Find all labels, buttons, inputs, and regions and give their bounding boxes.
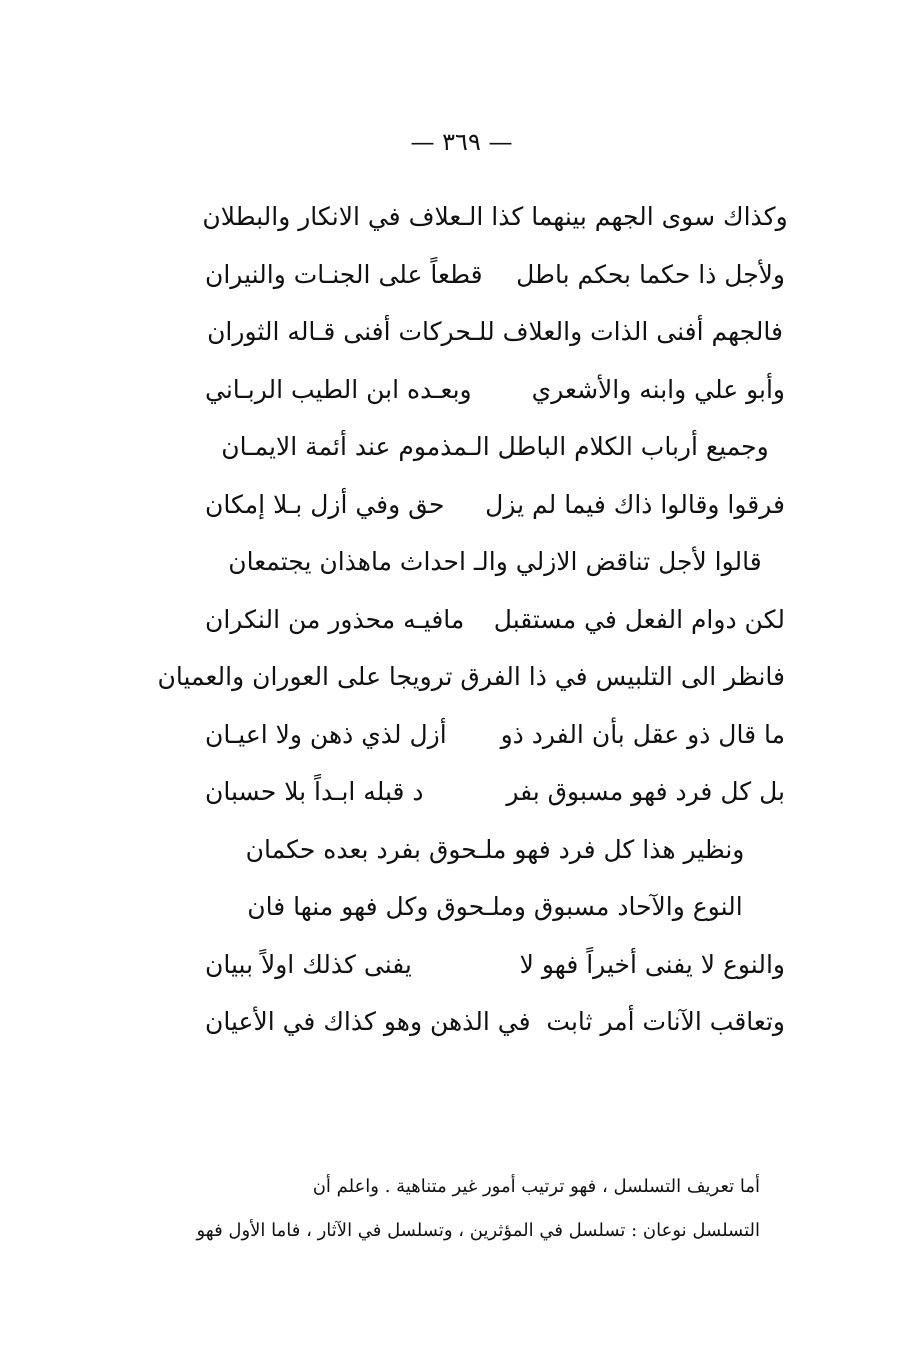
verse-first-hemistich: ولأجل ذا حكما بحكم باطل [516, 259, 785, 289]
footnote-line: التسلسل نوعان : تسلسل في المؤثرين ، وتسلسل في الآثار ، فاما الأول فهو [196, 1220, 760, 1241]
verse-line [205, 706, 785, 764]
verse-second-hemistich: وبعـده ابن الطيب الربـاني [205, 374, 472, 404]
verse-text: قالوا لأجل تناقض الازلي والـ احداث ماهذان يجتمعان [228, 547, 762, 577]
verse-line [205, 246, 785, 304]
verse-line [205, 821, 785, 879]
footnote [180, 1165, 760, 1253]
verse-text: وجميع أرباب الكلام الباطل الـمذموم عند أئمة الايمـان [221, 432, 769, 462]
verse-text: فالجهم أفنى الذات والعلاف للـحركات أفنى قـاله الثوران [207, 317, 783, 347]
footnote-line: أما تعريف التسلسل ، فهو ترتيب أمور غير متناهية . واعلم أن [312, 1176, 760, 1197]
verse-first-hemistich: فانظر الى التلبيس في ذا الفرق تر [431, 662, 785, 692]
verse-second-hemistich: ويجا على العوران والعميان [157, 662, 432, 692]
verse-line [205, 361, 785, 419]
verse-text: النوع والآحاد مسبوق وملـحوق وكل فهو منها فان [247, 892, 743, 922]
verse-line [205, 418, 785, 476]
verse-text: ونظير هذا كل فرد فهو ملـحوق بفرد بعده حكمان [245, 834, 745, 864]
verse-line [205, 591, 785, 649]
verse-line [205, 476, 785, 534]
verse-line [205, 936, 785, 994]
verse-second-hemistich: مافيـه محذور من النكران [205, 604, 465, 634]
verse-line [205, 763, 785, 821]
verse-first-hemistich: فرقوا وقالوا ذاك فيما لم يزل [485, 489, 785, 519]
verse-first-hemistich: لكن دوام الفعل في مستقبل [493, 604, 785, 634]
page-number: — ٣٦٩ — [410, 128, 513, 156]
verse-second-hemistich: قطعاً على الجنـات والنيران [205, 259, 483, 289]
verse-line [205, 533, 785, 591]
verse-line [205, 303, 785, 361]
verse-second-hemistich: أزل لذي ذهن ولا اعيـان [205, 719, 447, 749]
verse-line [205, 993, 785, 1051]
verse-first-hemistich: وأبو علي وابنه والأشعري [531, 374, 785, 404]
verse-first-hemistich: وتعاقب الآنات أمر ثابت [546, 1007, 785, 1037]
verse-second-hemistich: د قبله ابـداً بلا حسبان [205, 777, 424, 807]
poem-verses [157, 188, 788, 1051]
verse-first-hemistich: والنوع لا يفنى أخيراً فهو لا [519, 949, 785, 979]
verse-line [202, 188, 788, 246]
verse-line [157, 648, 785, 706]
verse-first-hemistich: بل كل فرد فهو مسبوق بفر [506, 777, 785, 807]
verse-line [205, 878, 785, 936]
verse-second-hemistich: يفنى كذلك اولاً ببيان [205, 949, 412, 979]
verse-first-hemistich: ما قال ذو عقل بأن الفرد ذو [500, 719, 785, 749]
verse-text: وكذاك سوى الجهم بينهما كذا الـعلاف في الانكار والبطلان [202, 202, 788, 232]
verse-second-hemistich: في الذهن وهو كذاك في الأعيان [205, 1007, 531, 1037]
verse-second-hemistich: حق وفي أزل بـلا إمكان [205, 489, 445, 519]
